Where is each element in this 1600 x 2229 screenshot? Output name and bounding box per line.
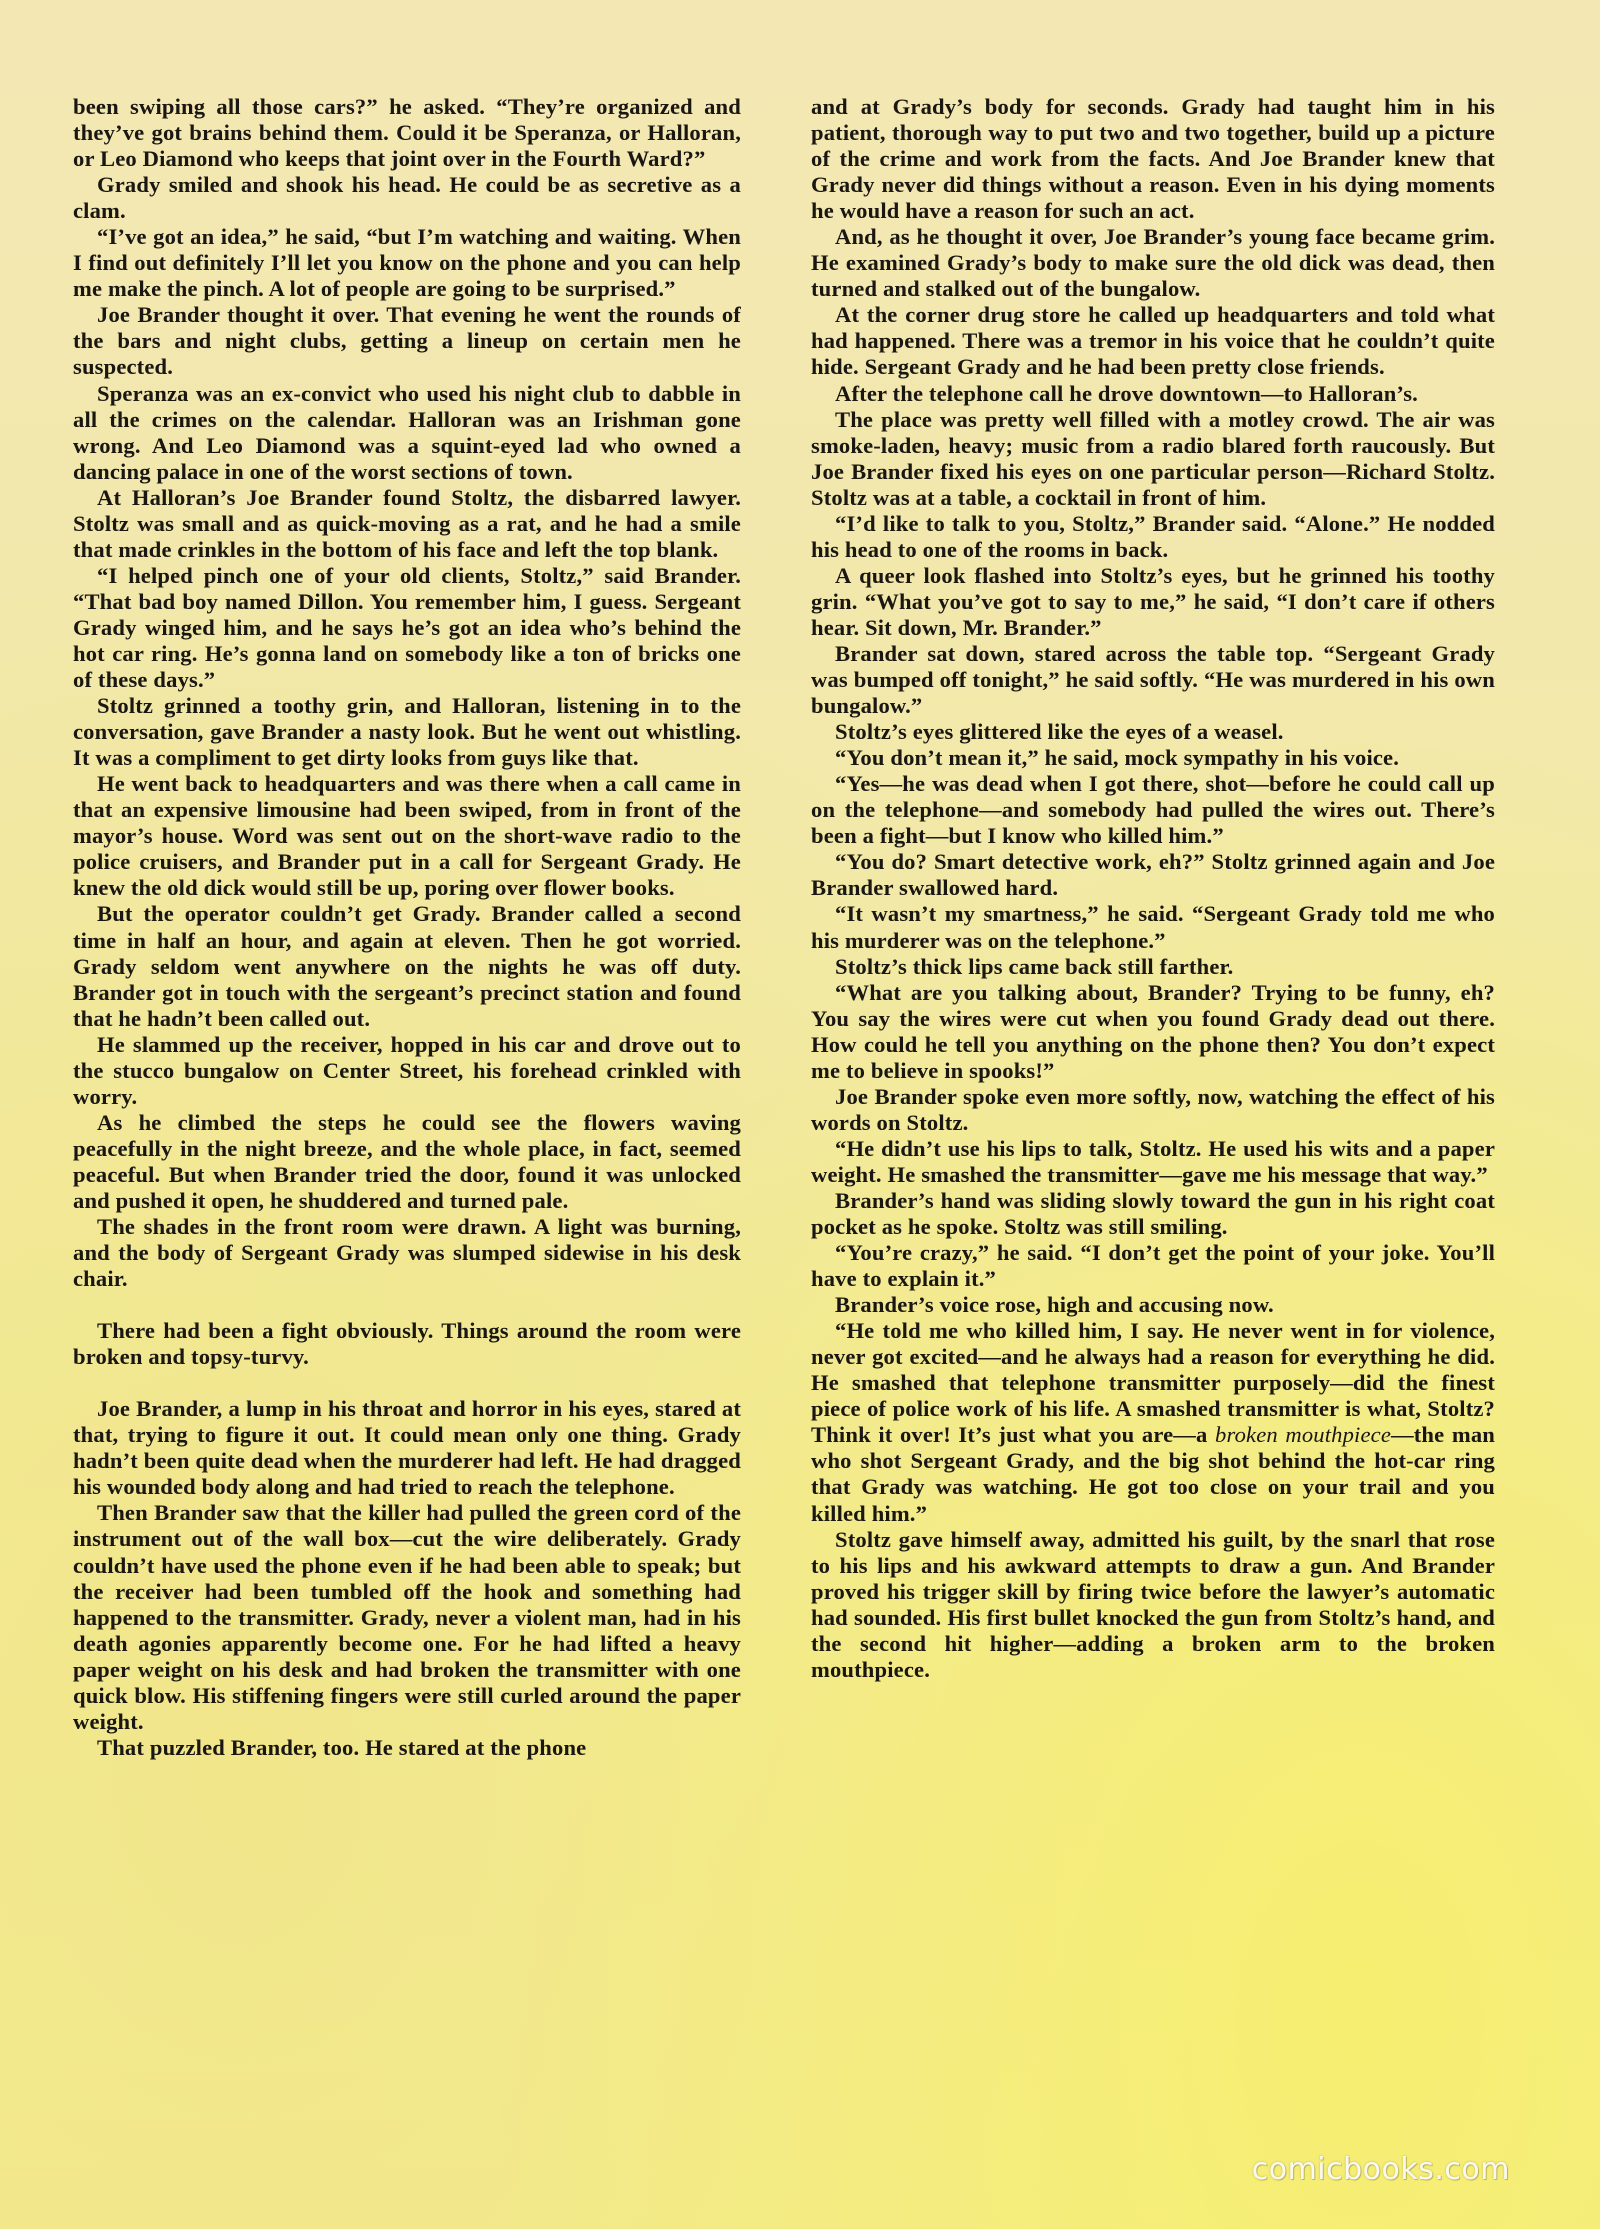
paragraph: And, as he thought it over, Joe Brander’s young face became grim. He examined Grady’s body to make sure the old dick was dead, then turned and stalked out of the bungalow. xyxy=(811,224,1495,302)
paragraph: “What are you talking about, Brander? Trying to be funny, eh? You say the wires were cut when you found Grady dead out there. How could he tell you anything on the phone then? You don’t expect me to believe in spooks!” xyxy=(811,979,1495,1083)
paragraph: After the telephone call he drove downtown—to Halloran’s. xyxy=(835,380,1418,406)
paragraph: Joe Brander spoke even more softly, now, watching the effect of his words on Stoltz. xyxy=(811,1083,1495,1135)
paragraph: been swiping all those cars?” he asked. “They’re organized and they’ve got brains behind them. Could it be Speranza, or Halloran, or Leo Diamond who keeps that joint over in the Fourth Ward?” xyxy=(73,94,741,172)
left-text-column xyxy=(73,94,741,1761)
paragraph: Grady smiled and shook his head. He could be as secretive as a clam. xyxy=(73,172,741,224)
paragraph: At the corner drug store he called up headquarters and told what had happened. There was a tremor in his voice that he couldn’t quite hide. Sergeant Grady and he had been pretty close friends. xyxy=(811,302,1495,380)
paragraph: Stoltz’s thick lips came back still farther. xyxy=(835,953,1234,979)
paragraph: Stoltz grinned a toothy grin, and Halloran, listening in to the conversation, gave Brander a nasty look. But he went out whistling. It was a compliment to get dirty looks from guys like that. xyxy=(73,693,741,771)
paragraph: “You do? Smart detective work, eh?” Stoltz grinned again and Joe Brander swallowed hard. xyxy=(811,849,1495,901)
paragraph: But the operator couldn’t get Grady. Brander called a second time in half an hour, and again at eleven. Then he got worried. Grady seldom went anywhere on the nights he was off duty. Brander got in touch with the sergeant’s precinct station and found that he hadn’t been called out. xyxy=(73,901,741,1031)
paragraph: At Halloran’s Joe Brander found Stoltz, the disbarred lawyer. Stoltz was small and as quick-moving as a rat, and he had a smile that made crinkles in the bottom of his face and left the top blank. xyxy=(73,484,741,562)
paragraph: That puzzled Brander, too. He stared at the phone xyxy=(97,1734,587,1760)
watermark: comicbooks.com xyxy=(1251,2152,1510,2187)
paragraph: There had been a fight obviously. Things around the room were broken and topsy-turvy. xyxy=(73,1318,741,1370)
paragraph: Joe Brander thought it over. That evening he went the rounds of the bars and night clubs, getting a lineup on certain men he suspected. xyxy=(73,302,741,380)
paragraph: Brander’s voice rose, high and accusing now. xyxy=(835,1292,1274,1318)
emphasized-text: broken mouthpiece xyxy=(1215,1422,1392,1448)
paragraph: A queer look flashed into Stoltz’s eyes, but he grinned his toothy grin. “What you’ve got to say to me,” he said, “I don’t care if others hear. Sit down, Mr. Brander.” xyxy=(811,562,1495,640)
paragraph: “I’ve got an idea,” he said, “but I’m watching and waiting. When I find out definitely I’ll let you know on the phone and you can help me make the pinch. A lot of people are going to be surprised.” xyxy=(73,224,741,302)
paragraph: “You don’t mean it,” he said, mock sympathy in his voice. xyxy=(835,745,1400,771)
paragraph: “I helped pinch one of your old clients, Stoltz,” said Brander. “That bad boy named Dillon. You remember him, I guess. Sergeant Grady winged him, and he says he’s got an idea who’s behind the hot car ring. He’s gonna land on somebody like a ton of bricks one of these days.” xyxy=(73,562,741,693)
paragraph: Brander sat down, stared across the table top. “Sergeant Grady was bumped off tonight,” he said softly. “He was murdered in his own bungalow.” xyxy=(811,640,1495,719)
paragraph: “Yes—he was dead when I got there, shot—before he could call up on the telephone—and somebody had pulled the wires out. There’s been a fight—but I know who killed him.” xyxy=(811,771,1495,849)
paragraph: As he climbed the steps he could see the flowers waving peacefully in the night breeze, and the whole place, in fact, seemed peaceful. But when Brander tried the door, found it was unlocked and pushed it open, he shuddered and turned pale. xyxy=(73,1109,741,1213)
paragraph: “You’re crazy,” he said. “I don’t get the point of your joke. You’ll have to explain it.” xyxy=(811,1240,1495,1292)
paragraph: He went back to headquarters and was there when a call came in that an expensive limousine had been swiped, from in front of the mayor’s house. Word was sent out on the short-wave radio to the police cruisers, and Brander put in a call for Sergeant Grady. He knew the old dick would still be up, poring over flower books. xyxy=(73,771,741,901)
paragraph: “It wasn’t my smartness,” he said. “Sergeant Grady told me who his murderer was on the telephone.” xyxy=(811,901,1495,953)
paragraph: Speranza was an ex-convict who used his night club to dabble in all the crimes on the calendar. Halloran was an Irishman gone wrong. And Leo Diamond was a squint-eyed lad who owned a dancing palace in one of the worst sections of town. xyxy=(73,380,741,484)
paragraph xyxy=(811,1318,1495,1526)
paragraph: The shades in the front room were drawn. A light was burning, and the body of Sergeant Grady was slumped sidewise in his desk chair. xyxy=(73,1214,741,1292)
paragraph: Brander’s hand was sliding slowly toward the gun in his right coat pocket as he spoke. Stoltz was still smiling. xyxy=(811,1187,1495,1240)
paragraph: Stoltz’s eyes glittered like the eyes of a weasel. xyxy=(835,719,1284,745)
paragraph: “He didn’t use his lips to talk, Stoltz. He used his wits and a paper weight. He smashed the transmitter—gave me his message that way.” xyxy=(811,1135,1495,1187)
paragraph: Then Brander saw that the killer had pulled the green cord of the instrument out of the wall box—cut the wire deliberately. Grady couldn’t have used the phone even if he had been able to speak; but the receiver had been tumbled off the hook and something had happened to the transmitter. Grady, never a violent man, had in his death agonies apparently become one. For he had lifted a heavy paper weight on his desk and had broken the transmitter with one quick blow. His stiffening fingers were still curled around the paper weight. xyxy=(73,1500,741,1734)
paragraph: Stoltz gave himself away, admitted his guilt, by the snarl that rose to his lips and his awkward attempts to draw a gun. And Brander proved his trigger skill by firing twice before the lawyer’s automatic had sounded. His first bullet knocked the gun from Stoltz’s hand, and the second hit higher—adding a broken arm to the broken mouthpiece. xyxy=(811,1526,1495,1682)
right-text-column xyxy=(811,94,1495,1683)
paragraph: Joe Brander, a lump in his throat and horror in his eyes, stared at that, trying to figure it out. It could mean only one thing. Grady hadn’t been quite dead when the murderer had left. He had dragged his wounded body along and had tried to reach the telephone. xyxy=(73,1396,741,1500)
paragraph: “I’d like to talk to you, Stoltz,” Brander said. “Alone.” He nodded his head to one of the rooms in back. xyxy=(811,510,1495,562)
paragraph: He slammed up the receiver, hopped in his car and drove out to the stucco bungalow on Center Street, his forehead crinkled with worry. xyxy=(73,1031,741,1109)
paragraph-text: “He told me who killed him, I say. He never went in for violence, never got excited—and he always had a reason for everything he did. He smashed that telephone transmitter purposely—did the finest piece of police work of his life. A smashed transmitter is what, Stoltz? Think it over! It’s just what you are—a xyxy=(811,1318,1495,1448)
paragraph: and at Grady’s body for seconds. Grady had taught him in his patient, thorough way to put two and two together, build up a picture of the crime and work from the facts. And Joe Brander knew that Grady never did things without a reason. Even in his dying moments he would have a reason for such an act. xyxy=(811,94,1495,224)
paragraph: The place was pretty well filled with a motley crowd. The air was smoke-laden, heavy; music from a radio blared forth raucously. But Joe Brander fixed his eyes on one particular person—Richard Stoltz. Stoltz was at a table, a cocktail in front of him. xyxy=(811,406,1495,510)
paragraph-text: —the man who shot Sergeant Grady, and the big shot behind the hot-car ring that Grady was watching. He got too close on your trail and you killed him.” xyxy=(811,1422,1495,1526)
